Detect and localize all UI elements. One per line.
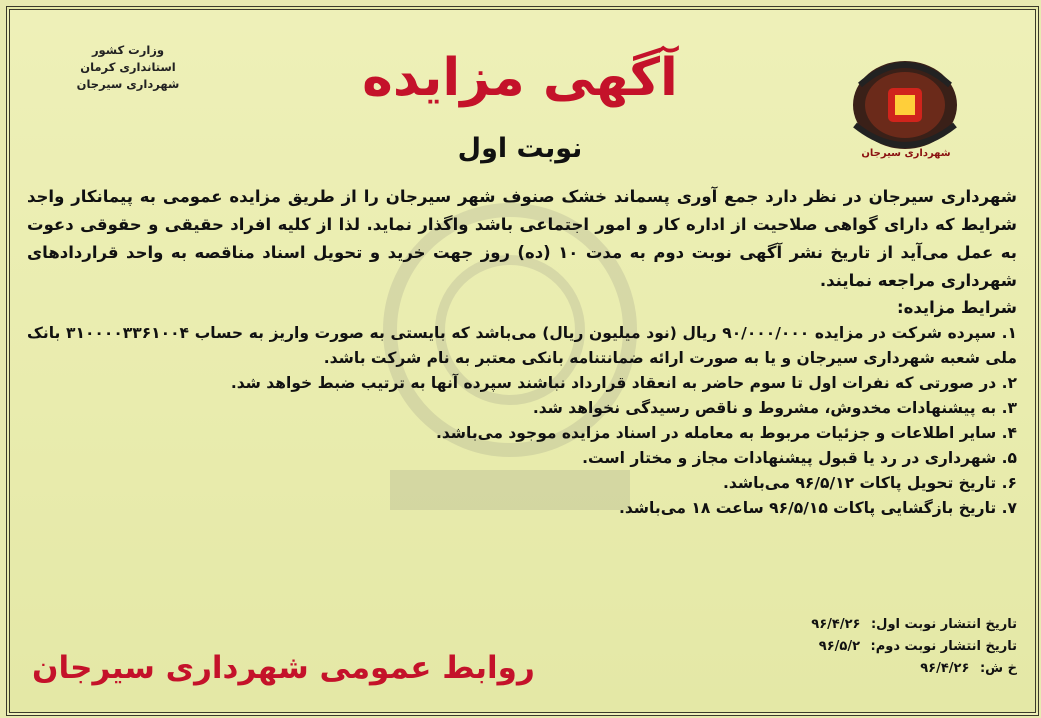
first-publication-label: تاریخ انتشار نوبت اول: (870, 617, 1017, 632)
condition-item: ۴. سایر اطلاعات و جزئیات مربوط به معامله در اسناد مزایده موجود می‌باشد. (435, 424, 1017, 442)
condition-item: ۳. به پیشنهادات مخدوش، مشروط و ناقص رسیدگی نخواهد شد. (532, 399, 1017, 417)
second-publication-row (811, 636, 1017, 658)
condition-item: ۱. سپرده شرکت در مزایده ۹۰/۰۰۰/۰۰۰ ریال (نود میلیون ریال) می‌باشد که بایستی به صورت واریز به حساب ۳۱۰۰۰۰۳۳۶۱۰۰۴ بانک ملی شعبه شهرداری سیرجان و یا به صورت ارائه ضمانتنامه بانکی معتبر به نام شرکت باشد. (27, 324, 1018, 367)
first-publication-date: ۹۶/۴/۲۶ (811, 617, 861, 632)
notice-body (27, 183, 1017, 521)
notice-round: نوبت اول (457, 133, 583, 164)
notice-title: آگهی مزایده (362, 48, 678, 108)
second-publication-date: ۹۶/۵/۲ (818, 639, 860, 654)
reference-label: خ ش: (979, 661, 1017, 676)
conditions-title: شرایط مزایده: (897, 298, 1017, 317)
publication-dates (811, 614, 1017, 680)
ministry-line-3: شهرداری سیرجان (76, 77, 180, 91)
public-relations-signature: روابط عمومی شهرداری سیرجان (32, 650, 535, 686)
condition-item: ۷. تاریخ بازگشایی پاکات ۹۶/۵/۱۵ ساعت ۱۸ می‌باشد. (618, 499, 1017, 517)
reference-date: ۹۶/۴/۲۶ (920, 661, 970, 676)
intro-paragraph: شهرداری سیرجان در نظر دارد جمع آوری پسماند خشک صنوف شهر سیرجان را از طریق مزایده عمومی به پیمانکار واجد شرایط که دارای گواهی صلاحیت از اداره کار و امور اجتماعی باشد واگذار نماید. لذا از کلیه افراد حقیقی و حقوقی دعوت به عمل می‌آید از تاریخ نشر آگهی نوبت دوم به مدت ۱۰ (ده) روز جهت خرید و تحویل اسناد مناقصه به واحد قراردادهای شهرداری مراجعه نمایند. (27, 187, 1017, 290)
condition-item: ۵. شهرداری در رد یا قبول پیشنهادات مجاز و مختار است. (582, 449, 1017, 467)
condition-item: ۶. تاریخ تحویل پاکات ۹۶/۵/۱۲ می‌باشد. (723, 474, 1017, 492)
condition-item: ۲. در صورتی که نفرات اول تا سوم حاضر به انعقاد قرارداد نباشند سپرده آنها به ترتیب ضبط خواهد شد. (230, 374, 1017, 392)
reference-row (811, 658, 1017, 680)
first-publication-row (811, 614, 1017, 636)
second-publication-label: تاریخ انتشار نوبت دوم: (870, 639, 1017, 654)
ministry-block (58, 42, 198, 93)
ministry-line-1: وزارت کشور (91, 43, 165, 57)
logo-caption: شهرداری سیرجان (861, 148, 951, 159)
ministry-line-2: استانداری کرمان (80, 60, 176, 74)
